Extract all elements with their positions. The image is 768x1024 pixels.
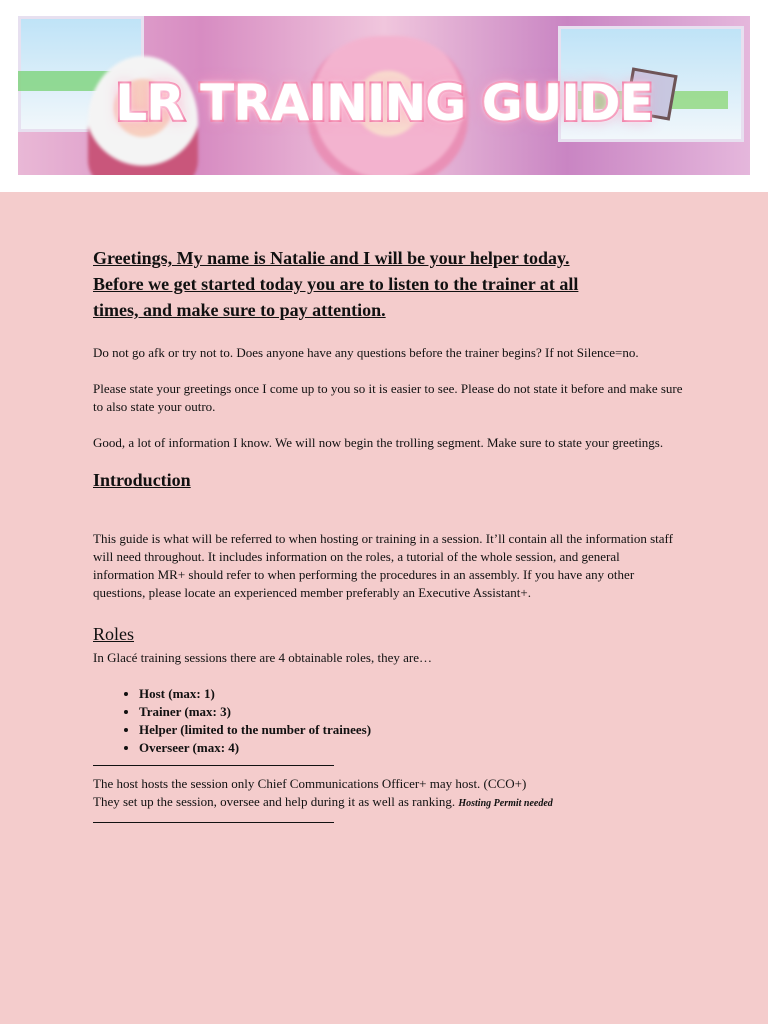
- banner-image: [18, 16, 750, 175]
- introduction-body: This guide is what will be referred to when hosting or training in a session. It’ll contain all the information staff will need throughout. It includes information on the roles, a tutorial of the whole session, and general information MR+ should refer to when performing the procedures in an assembly. If you have any other questions, please locate an experienced member preferably an Executive Assistant+.: [93, 531, 673, 600]
- host-description-line-2: [93, 793, 683, 813]
- roles-intro: In Glacé training sessions there are 4 obtainable roles, they are…: [93, 650, 432, 665]
- paragraph-good: Good, a lot of information I know. We will now begin the trolling segment. Make sure to state your greetings.: [93, 435, 664, 450]
- list-item: • Overseer (max: 4): [139, 739, 683, 757]
- greeting-line-2: Before we get started today you are to listen to the trainer at all: [93, 274, 579, 294]
- list-item: • Helper (limited to the number of trainees): [139, 721, 683, 739]
- greeting-line-1: Greetings, My name is Natalie and I will be your helper today.: [93, 248, 570, 268]
- host-description-line-1: The host hosts the session only Chief Communications Officer+ may host. (CCO+): [93, 776, 527, 791]
- hosting-permit-note: Hosting Permit needed: [458, 798, 553, 809]
- list-item: • Trainer (max: 3): [139, 703, 683, 721]
- roles-title: Roles: [93, 624, 135, 644]
- greeting-heading: [93, 245, 683, 323]
- divider-top: [93, 765, 334, 766]
- divider-bottom: [93, 822, 334, 823]
- paragraph-state: Please state your greetings once I come up to you so it is easier to see. Please do not state it before and make sure to also state your outro.: [93, 381, 683, 414]
- roles-list: [93, 685, 683, 757]
- host-description-text: They set up the session, oversee and help during it as well as ranking.: [93, 794, 456, 809]
- banner-title: LR TRAINING GUIDE: [115, 74, 653, 132]
- introduction-title: Introduction: [93, 470, 191, 490]
- list-item: • Host (max: 1): [139, 685, 683, 703]
- greeting-line-3: times, and make sure to pay attention.: [93, 300, 386, 320]
- banner-strip: [0, 0, 768, 192]
- paragraph-afk: Do not go afk or try not to. Does anyone have any questions before the trainer begins? If not Silence=no.: [93, 345, 639, 360]
- document-content: [93, 245, 683, 823]
